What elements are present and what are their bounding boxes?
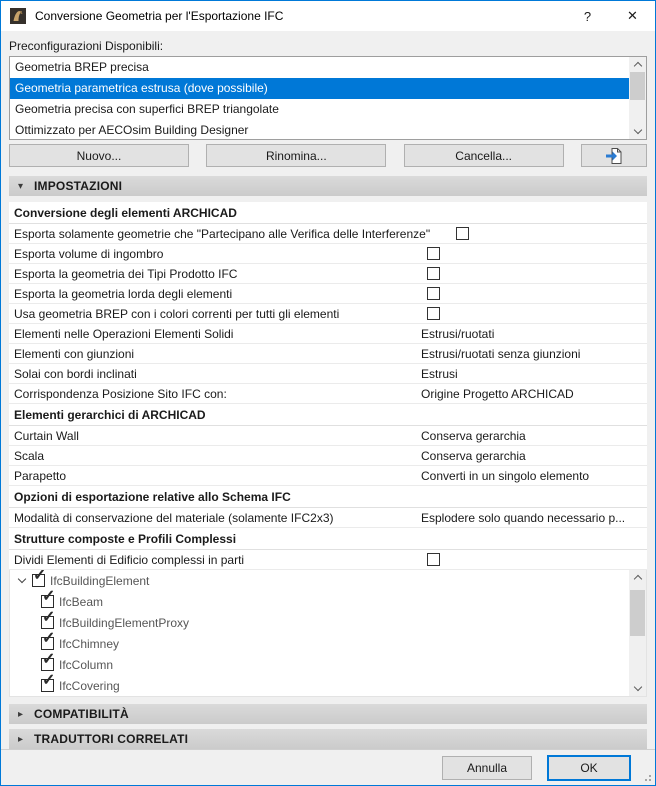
titlebar (1, 1, 655, 31)
section-header-compatibility[interactable] (9, 704, 647, 724)
tree-checkbox-checked[interactable] (41, 630, 56, 650)
setting-label: Esporta la geometria lorda degli elementi (14, 286, 233, 301)
check-icon: ✓ (42, 630, 56, 647)
section-translators-label: TRADUTTORI CORRELATI (34, 732, 189, 746)
scroll-down-icon[interactable] (629, 681, 646, 696)
setting-row-brep-colors (9, 304, 647, 324)
setting-row-material-mode (9, 508, 647, 528)
check-icon: ✓ (42, 672, 56, 689)
tree-item[interactable] (10, 672, 646, 696)
setting-row-interference (9, 224, 647, 244)
dialog-body (1, 31, 655, 785)
setting-label: Elementi con giunzioni (14, 346, 135, 361)
group-title-hierarchy (9, 404, 647, 426)
group-title-composite (9, 528, 647, 550)
chevron-right-icon: ▸ (18, 733, 24, 745)
tree-item[interactable] (10, 609, 646, 633)
import-preset-button[interactable] (581, 144, 647, 167)
preset-item[interactable]: Geometria BREP precisa (15, 60, 149, 74)
setting-label: Dividi Elementi di Edificio complessi in parti (14, 552, 245, 567)
group-title-schema (9, 486, 647, 508)
setting-row-split-elements (9, 550, 647, 570)
setting-row-curtain-wall (9, 426, 647, 446)
check-icon: ✓ (42, 588, 56, 605)
setting-value[interactable]: Conserva gerarchia (421, 428, 526, 443)
setting-label: Esporta volume di ingombro (14, 246, 164, 261)
section-settings-label: IMPOSTAZIONI (34, 179, 123, 193)
rename-button-label: Rinomina... (265, 148, 327, 163)
tree-label: IfcBuildingElementProxy (59, 615, 190, 630)
caret-down-icon[interactable] (18, 575, 26, 583)
setting-label: Elementi nelle Operazioni Elementi Solidi (14, 326, 234, 341)
delete-button-label: Cancella... (455, 148, 512, 163)
setting-value[interactable]: Converti in un singolo elemento (421, 468, 590, 483)
setting-label: Corrispondenza Posizione Sito IFC con: (14, 386, 227, 401)
ifc-element-tree (9, 570, 647, 697)
help-button[interactable] (565, 1, 610, 31)
tree-checkbox-checked[interactable] (41, 672, 56, 692)
setting-row-solid-operations (9, 324, 647, 344)
setting-row-slanted-slabs (9, 364, 647, 384)
scroll-thumb[interactable] (630, 590, 645, 636)
ok-button[interactable] (547, 755, 631, 781)
check-icon: ✓ (42, 609, 56, 626)
tree-label: IfcCovering (59, 678, 120, 693)
tree-item[interactable] (10, 630, 646, 654)
setting-label: Esporta solamente geometrie che "Partecipano alle Verifica delle Interferenze" (14, 226, 431, 241)
tree-label: IfcChimney (59, 636, 120, 651)
rename-button[interactable] (206, 144, 386, 167)
preset-buttons-row (9, 144, 647, 167)
setting-label: Solai con bordi inclinati (14, 366, 137, 381)
setting-label: Usa geometria BREP con i colori correnti per tutti gli elementi (14, 306, 340, 321)
preset-item[interactable]: Ottimizzato per AECOsim Building Designer (15, 123, 249, 137)
check-icon: ✓ (33, 570, 47, 584)
close-icon: ✕ (627, 8, 638, 23)
brep-colors-checkbox[interactable] (427, 307, 440, 320)
section-header-settings[interactable] (9, 176, 647, 196)
setting-row-bounding-volume (9, 244, 647, 264)
section-compatibility-label: COMPATIBILITÀ (34, 707, 129, 721)
tree-label: IfcBeam (59, 594, 104, 609)
presets-listbox (9, 56, 647, 140)
setting-label: Esporta la geometria dei Tipi Prodotto IFC (14, 266, 238, 281)
chevron-right-icon: ▸ (18, 708, 24, 720)
tree-scrollbar[interactable] (629, 570, 646, 696)
check-icon: ✓ (42, 651, 56, 668)
tree-checkbox-checked[interactable] (32, 570, 47, 587)
tree-checkbox-checked[interactable] (41, 588, 56, 608)
scroll-down-icon[interactable] (629, 124, 646, 139)
tree-item[interactable] (10, 651, 646, 675)
preset-item[interactable]: Geometria precisa con superfici BREP triangolate (15, 102, 279, 116)
group-title-label: Elementi gerarchici di ARCHICAD (14, 407, 206, 422)
tree-label: IfcColumn (59, 657, 114, 672)
scroll-up-icon[interactable] (629, 570, 646, 585)
gross-geometry-checkbox[interactable] (427, 287, 440, 300)
resize-grip[interactable] (649, 779, 651, 781)
footer (1, 749, 655, 785)
setting-label: Parapetto (14, 468, 67, 483)
chevron-down-icon: ▾ (18, 180, 24, 192)
window-title: Conversione Geometria per l'Esportazione IFC (35, 9, 284, 23)
setting-value[interactable]: Conserva gerarchia (421, 448, 526, 463)
bounding-volume-checkbox[interactable] (427, 247, 440, 260)
setting-label: Curtain Wall (14, 428, 79, 443)
split-elements-checkbox[interactable] (427, 553, 440, 566)
tree-checkbox-checked[interactable] (41, 609, 56, 629)
setting-value[interactable]: Estrusi (421, 366, 458, 381)
group-title-conversion (9, 202, 647, 224)
scroll-thumb[interactable] (630, 72, 645, 100)
listbox-scrollbar[interactable] (629, 57, 646, 139)
group-title-label: Conversione degli elementi ARCHICAD (14, 205, 237, 220)
setting-value[interactable]: Esplodere solo quando necessario p... (421, 510, 626, 525)
delete-button[interactable] (404, 144, 564, 167)
tree-item-root[interactable] (10, 570, 646, 591)
ifc-product-types-checkbox[interactable] (427, 267, 440, 280)
scroll-up-icon[interactable] (629, 57, 646, 72)
preset-item-selected[interactable]: Geometria parametrica estrusa (dove possibile) (10, 78, 629, 99)
ok-button-label: OK (580, 760, 598, 775)
setting-value[interactable]: Origine Progetto ARCHICAD (421, 386, 574, 401)
settings-panel (9, 202, 647, 570)
setting-row-railing (9, 466, 647, 486)
archicad-logo-icon (10, 8, 26, 24)
setting-row-ifc-product-types (9, 264, 647, 284)
import-document-icon (603, 146, 625, 166)
setting-value[interactable]: Estrusi/ruotati (421, 326, 495, 341)
section-header-translators[interactable] (9, 729, 647, 749)
interference-checkbox[interactable] (456, 227, 469, 240)
group-title-label: Opzioni di esportazione relative allo Schema IFC (14, 489, 291, 504)
setting-label: Scala (14, 448, 45, 463)
cancel-button[interactable] (442, 756, 532, 780)
setting-value[interactable]: Estrusi/ruotati senza giunzioni (421, 346, 581, 361)
setting-row-site-position (9, 384, 647, 404)
cancel-button-label: Annulla (466, 760, 508, 775)
close-button[interactable] (610, 1, 655, 31)
setting-row-junctions (9, 344, 647, 364)
setting-row-stair (9, 446, 647, 466)
presets-label: Preconfigurazioni Disponibili: (9, 39, 164, 53)
setting-label: Modalità di conservazione del materiale (solamente IFC2x3) (14, 510, 334, 525)
new-button[interactable] (9, 144, 189, 167)
setting-row-gross-geometry (9, 284, 647, 304)
new-button-label: Nuovo... (76, 148, 122, 163)
group-title-label: Strutture composte e Profili Complessi (14, 531, 237, 546)
tree-checkbox-checked[interactable] (41, 651, 56, 671)
tree-item[interactable] (10, 588, 646, 612)
help-icon: ? (583, 8, 592, 24)
tree-label: IfcBuildingElement (50, 573, 150, 588)
